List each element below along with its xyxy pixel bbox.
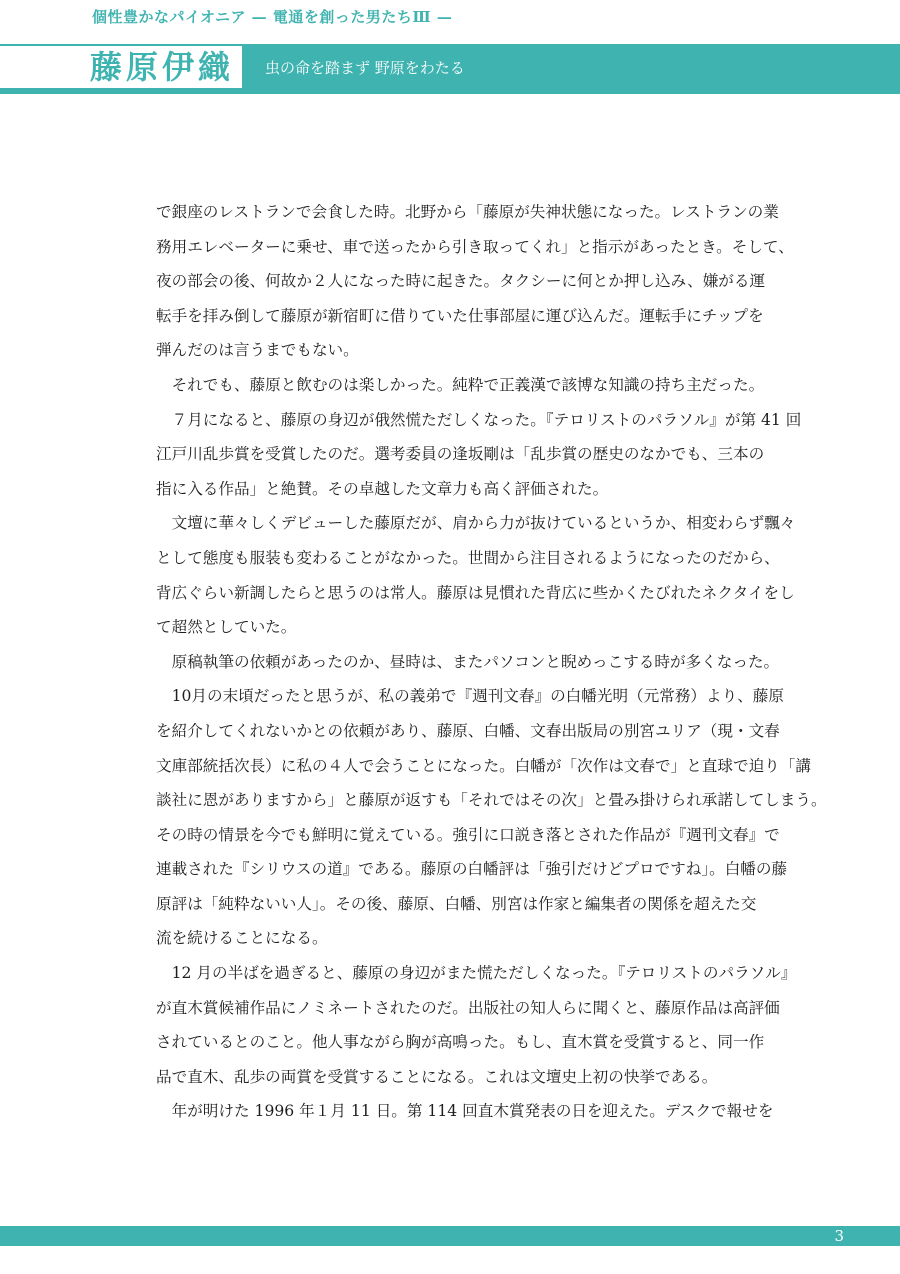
text-line: それでも、藤原と飲むのは楽しかった。純粋で正義漢で該博な知識の持ち主だった。 xyxy=(156,375,765,394)
text-line: で銀座のレストランで会食した時。北野から「藤原が失神状態になった。レストランの業 xyxy=(156,203,779,221)
text-line: として態度も服装も変わることがなかった。世間から注目されるようになったのだから、 xyxy=(156,548,780,567)
text-line: その時の情景を今でも鮮明に覚えている。強引に口説き落とされた作品が『週刊文春』で xyxy=(156,825,780,844)
article-name: 藤原伊織 xyxy=(90,48,235,86)
text-line: ７月になると、藤原の身辺が俄然慌ただしくなった。『テロリストのパラソル』が第 41 回 xyxy=(156,410,802,429)
text-line: 原評は「純粋ないい人」。その後、藤原、白幡、別宮は作家と編集者の関係を超えた交 xyxy=(156,894,757,913)
text-line: 年が明けた 1996 年１月 11 日。第 114 回直木賞発表の日を迎えた。デスクで報せを xyxy=(156,1102,774,1121)
body-text xyxy=(156,195,827,1129)
page-number: 3 xyxy=(834,1227,844,1245)
text-line: 10月の末頃だったと思うが、私の義弟で『週刊文春』の白幡光明（元常務）より、藤原 xyxy=(156,687,784,706)
series-title: 個性豊かなパイオニア — 電通を創った男たちⅢ — xyxy=(92,8,453,26)
article-subtitle: 虫の命を踏まず 野原をわたる xyxy=(265,59,465,77)
text-line: 務用エレベーターに乗せ、車で送ったから引き取ってくれ」と指示があったとき。そして、 xyxy=(156,237,794,256)
text-line: 背広ぐらい新調したらと思うのは常人。藤原は見慣れた背広に些かくたびれたネクタイをし xyxy=(156,583,795,602)
text-line: 原稿執筆の依頼があったのか、昼時は、またパソコンと睨めっこする時が多くなった。 xyxy=(156,652,780,671)
text-line: 文壇に華々しくデビューした藤原だが、肩から力が抜けているというか、相変わらず飄々 xyxy=(156,514,796,533)
text-line: 談社に恩がありますから」と藤原が返すも「それではその次」と畳み掛けられ承諾してしまう。 xyxy=(156,791,827,810)
text-line: 流を続けることになる。 xyxy=(156,929,328,948)
text-line: 転手を拝み倒して藤原が新宿町に借りていた仕事部屋に運び込んだ。運転手にチップを xyxy=(156,306,764,325)
text-line: 品で直木、乱歩の両賞を受賞することになる。これは文壇史上初の快挙である。 xyxy=(156,1067,718,1086)
text-line: 弾んだのは言うまでもない。 xyxy=(156,341,359,360)
text-line: 江戸川乱歩賞を受賞したのだ。選考委員の逢坂剛は「乱歩賞の歴史のなかでも、三本の xyxy=(156,445,765,464)
text-line: されているとのこと。他人事ながら胸が高鳴った。もし、直木賞を受賞すると、同一作 xyxy=(156,1033,765,1052)
text-line: 夜の部会の後、何故か２人になった時に起きた。タクシーに何とか押し込み、嫌がる運 xyxy=(156,272,766,291)
text-line: を紹介してくれないかとの依頼があり、藤原、白幡、文春出版局の別宮ユリア（現・文春 xyxy=(156,721,780,740)
text-line: 12 月の半ばを過ぎると、藤原の身辺がまた慌ただしくなった。『テロリストのパラソル』 xyxy=(156,964,797,983)
text-line: て超然としていた。 xyxy=(156,618,297,637)
text-line: 文庫部統括次長）に私の４人で会うことになった。白幡が「次作は文春で」と直球で迫り「講 xyxy=(156,756,811,775)
footer-band xyxy=(0,1226,900,1246)
text-line: 指に入る作品」と絶賛。その卓越した文章力も高く評価された。 xyxy=(156,479,609,498)
text-line: 連載された『シリウスの道』である。藤原の白幡評は「強引だけどプロですね」。白幡の藤 xyxy=(156,860,788,879)
text-line: が直木賞候補作品にノミネートされたのだ。出版社の知人らに聞くと、藤原作品は高評価 xyxy=(156,998,780,1017)
